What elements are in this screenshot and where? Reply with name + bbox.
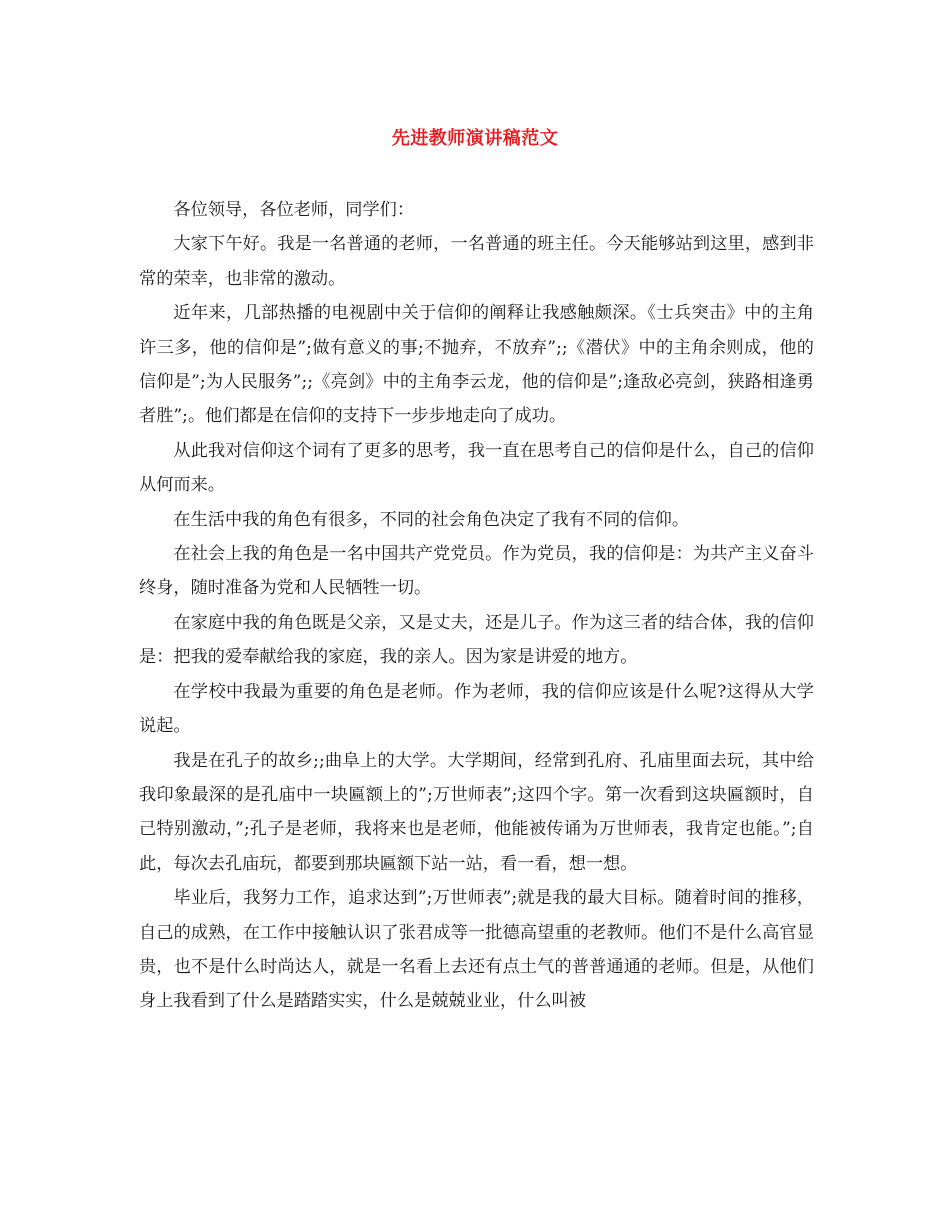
paragraph: 各位领导，各位老师，同学们： (173, 200, 415, 220)
paragraph: 在生活中我的角色有很多，不同的社会角色决定了我有不同的信仰。 (173, 509, 690, 530)
paragraph: 我是在孔子的故乡;;曲阜上的大学。大学期间，经常到孔府、孔庙里面去玩，其中给我印象最深的是孔庙中一块匾额上的”;万世师表”;这四个字。第一次看到这块匾额时，自己特别激动，”;孔子是老师，我将来也是老师，他能被传诵为万世师表，我肯定也能。”;自此，每次去孔庙玩，都要到那块匾额下站一站，看一看，想一想。 (139, 750, 814, 874)
paragraph: 从此我对信仰这个词有了更多的思考，我一直在思考自己的信仰是什么，自己的信仰从何而来。 (139, 440, 814, 496)
paragraph: 在学校中我最为重要的角色是老师。作为老师，我的信仰应该是什么呢?这得从大学说起。 (139, 681, 814, 737)
paragraph: 在社会上我的角色是一名中国共产党党员。作为党员，我的信仰是：为共产主义奋斗终身，随时准备为党和人民牺牲一切。 (139, 544, 814, 599)
paragraph: 在家庭中我的角色既是父亲，又是丈夫，还是儿子。作为这三者的结合体，我的信仰是：把我的爱奉献给我的家庭，我的亲人。因为家是讲爱的地方。 (139, 612, 814, 668)
document-body (139, 193, 814, 1019)
paragraph: 毕业后，我努力工作，追求达到”;万世师表”;就是我的最大目标。随着时间的推移，自己的成熟，在工作中接触认识了张君成等一批德高望重的老教师。他们不是什么高官显贵，也不是什么时尚达人，就是一名看上去还有点土气的普普通通的老师。但是，从他们身上我看到了什么是踏踏实实，什么是兢兢业业，什么叫被 (139, 888, 814, 1012)
paragraph: 近年来，几部热播的电视剧中关于信仰的阐释让我感触颇深。《士兵突击》中的主角许三多，他的信仰是”;做有意义的事;不抛弃，不放弃”;;《潜伏》中的主角余则成，他的信仰是”;为人民服务”;;《亮剑》中的主角李云龙，他的信仰是”;逢敌必亮剑，狭路相逢勇者胜”;。他们都是在信仰的支持下一步步地走向了成功。 (139, 303, 814, 427)
document-title: 先进教师演讲稿范文 (391, 128, 559, 149)
paragraph: 大家下午好。我是一名普通的老师，一名普通的班主任。今天能够站到这里，感到非常的荣幸，也非常的激动。 (139, 234, 814, 289)
